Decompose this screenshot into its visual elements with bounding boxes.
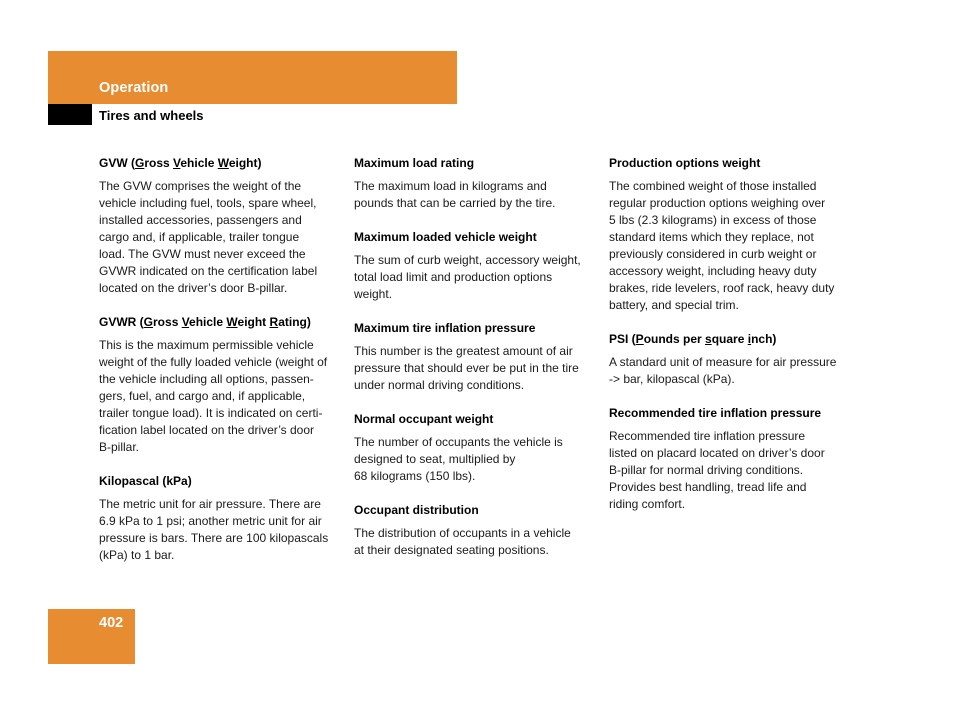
definition-line: 5 lbs (2.3 kilograms) in excess of those xyxy=(609,213,817,227)
glossary-column-2 xyxy=(354,155,594,576)
glossary-entry xyxy=(354,411,594,485)
glossary-definition xyxy=(99,496,339,564)
glossary-entry xyxy=(354,320,594,394)
definition-line: This number is the greatest amount of air xyxy=(354,344,573,358)
term-text: GVWR ( xyxy=(99,315,144,329)
definition-line: B-pillar. xyxy=(99,440,140,454)
term-text: Maximum load rating xyxy=(354,156,475,170)
definition-line: 68 kilograms (150 lbs). xyxy=(354,469,476,483)
term-underlined-letter: G xyxy=(135,156,145,170)
term-text: PSI ( xyxy=(609,332,636,346)
definition-line: pressure is bars. There are 100 kilopascals xyxy=(99,531,329,545)
glossary-definition xyxy=(354,434,594,485)
definition-line: located on the driver’s door B-pillar. xyxy=(99,281,288,295)
glossary-term xyxy=(609,155,849,172)
glossary-term xyxy=(354,320,594,337)
glossary-term xyxy=(354,155,594,172)
definition-line: previously considered in curb weight or xyxy=(609,247,817,261)
definition-line: pounds that can be carried by the tire. xyxy=(354,196,556,210)
definition-line: The number of occupants the vehicle is xyxy=(354,435,563,449)
subsection-marker xyxy=(48,104,92,125)
glossary-term xyxy=(354,229,594,246)
term-text: eight xyxy=(237,315,270,329)
definition-line: B-pillar for normal driving conditions. xyxy=(609,463,804,477)
glossary-column-1 xyxy=(99,155,339,581)
term-text: GVW ( xyxy=(99,156,135,170)
glossary-definition xyxy=(609,428,849,513)
term-text: nch) xyxy=(751,332,777,346)
term-text: ating) xyxy=(278,315,311,329)
definition-line: weight of the fully loaded vehicle (weight of xyxy=(99,355,328,369)
glossary-definition xyxy=(354,343,594,394)
glossary-entry xyxy=(99,473,339,564)
definition-line: This is the maximum permissible vehicle xyxy=(99,338,314,352)
glossary-term xyxy=(99,473,339,490)
definition-line: 6.9 kPa to 1 psi; another metric unit for air xyxy=(99,514,322,528)
glossary-entry xyxy=(609,405,849,513)
glossary-definition xyxy=(99,337,339,456)
definition-line: (kPa) to 1 bar. xyxy=(99,548,175,562)
term-text: quare xyxy=(711,332,748,346)
definition-line: standard items which they replace, not xyxy=(609,230,814,244)
term-text: ehicle xyxy=(180,156,218,170)
definition-line: designed to seat, multiplied by xyxy=(354,452,516,466)
definition-line: listed on placard located on driver’s door xyxy=(609,446,825,460)
definition-line: the vehicle including all options, passen- xyxy=(99,372,314,386)
term-text: ehicle xyxy=(189,315,227,329)
definition-line: The distribution of occupants in a vehicle xyxy=(354,526,571,540)
definition-line: The GVW comprises the weight of the xyxy=(99,179,302,193)
definition-line: load. The GVW must never exceed the xyxy=(99,247,306,261)
page-number: 402 xyxy=(99,615,124,631)
term-text: ounds per xyxy=(643,332,706,346)
term-underlined-letter: s xyxy=(705,332,712,346)
definition-line: The combined weight of those installed xyxy=(609,179,817,193)
definition-line: The maximum load in kilograms and xyxy=(354,179,547,193)
definition-line: A standard unit of measure for air pressure xyxy=(609,355,837,369)
definition-line: brakes, ride levelers, roof rack, heavy duty xyxy=(609,281,835,295)
definition-line: accessory weight, including heavy duty xyxy=(609,264,817,278)
definition-line: GVWR indicated on the certification label xyxy=(99,264,318,278)
glossary-definition xyxy=(609,354,849,388)
glossary-term xyxy=(99,314,339,331)
term-text: Kilopascal (kPa) xyxy=(99,474,192,488)
definition-line: vehicle including fuel, tools, spare wheel, xyxy=(99,196,317,210)
subsection-title: Tires and wheels xyxy=(99,108,204,123)
term-text: Normal occupant weight xyxy=(354,412,494,426)
term-underlined-letter: W xyxy=(226,315,238,329)
definition-line: The metric unit for air pressure. There are xyxy=(99,497,321,511)
definition-line: riding comfort. xyxy=(609,497,686,511)
glossary-definition xyxy=(99,178,339,297)
glossary-entry xyxy=(354,155,594,212)
glossary-column-3 xyxy=(609,155,849,530)
glossary-definition xyxy=(354,525,594,559)
definition-line: gers, fuel, and cargo and, if applicable, xyxy=(99,389,306,403)
term-underlined-letter: W xyxy=(217,156,229,170)
section-header-band xyxy=(48,51,457,104)
definition-line: installed accessories, passengers and xyxy=(99,213,302,227)
term-underlined-letter: R xyxy=(269,315,279,329)
term-underlined-letter: V xyxy=(173,156,181,170)
definition-line: pressure that should ever be put in the tire xyxy=(354,361,579,375)
glossary-entry xyxy=(99,155,339,297)
glossary-entry xyxy=(99,314,339,456)
glossary-entry xyxy=(609,155,849,314)
term-underlined-letter: V xyxy=(181,315,190,329)
definition-line: at their designated seating positions. xyxy=(354,543,549,557)
glossary-entry xyxy=(354,229,594,303)
term-text: Maximum loaded vehicle weight xyxy=(354,230,537,244)
definition-line: under normal driving conditions. xyxy=(354,378,525,392)
definition-line: trailer tongue load). It is indicated on certi- xyxy=(99,406,323,420)
term-text: Occupant distribution xyxy=(354,503,479,517)
definition-line: The sum of curb weight, accessory weight, xyxy=(354,253,581,267)
definition-line: weight. xyxy=(354,287,393,301)
term-underlined-letter: G xyxy=(143,315,154,329)
definition-line: Provides best handling, tread life and xyxy=(609,480,807,494)
term-text: Maximum tire inflation pressure xyxy=(354,321,536,335)
glossary-entry xyxy=(354,502,594,559)
term-text: Production options weight xyxy=(609,156,761,170)
term-text: eight) xyxy=(228,156,262,170)
definition-line: regular production options weighing over xyxy=(609,196,826,210)
glossary-definition xyxy=(354,178,594,212)
glossary-term xyxy=(99,155,339,172)
glossary-definition xyxy=(609,178,849,314)
definition-line: total load limit and production options xyxy=(354,270,553,284)
definition-line: cargo and, if applicable, trailer tongue xyxy=(99,230,300,244)
glossary-term xyxy=(609,405,849,422)
section-title: Operation xyxy=(99,80,169,96)
definition-line: Recommended tire inflation pressure xyxy=(609,429,806,443)
glossary-entry xyxy=(609,331,849,388)
glossary-definition xyxy=(354,252,594,303)
glossary-term xyxy=(354,502,594,519)
definition-line: fication label located on the driver’s door xyxy=(99,423,315,437)
term-underlined-letter: P xyxy=(635,332,644,346)
term-text: Recommended tire inflation pressure xyxy=(609,406,822,420)
glossary-term xyxy=(609,331,849,348)
definition-line: -> bar, kilopascal (kPa). xyxy=(609,372,735,386)
term-text: ross xyxy=(153,315,182,329)
term-underlined-letter: i xyxy=(747,332,752,346)
glossary-term xyxy=(354,411,594,428)
definition-line: battery, and special trim. xyxy=(609,298,739,312)
term-text: ross xyxy=(144,156,174,170)
